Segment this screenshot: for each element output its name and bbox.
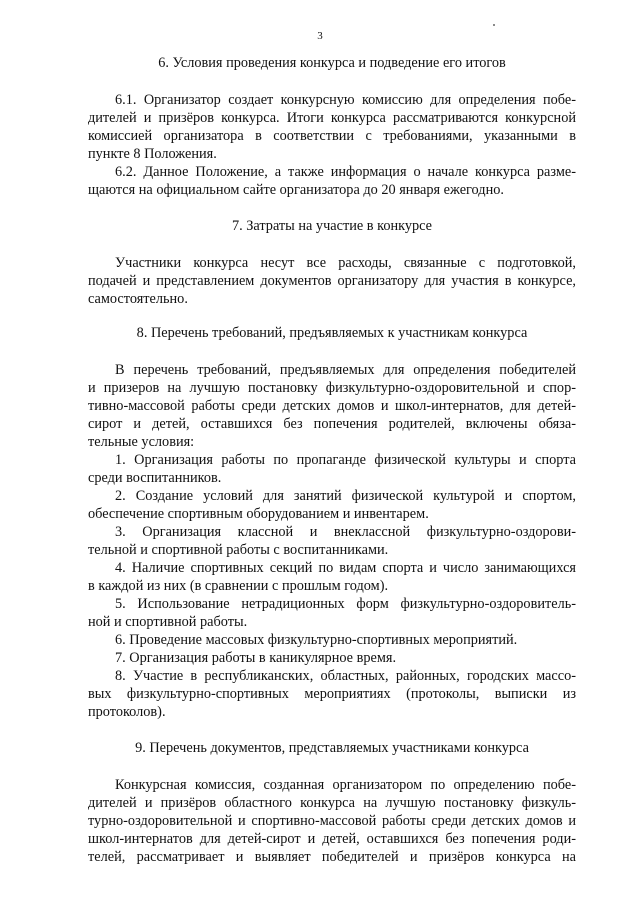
requirement-item: в каждой из них (в сравнении с прошлым годом). xyxy=(88,578,389,594)
page-number: 3 xyxy=(317,30,323,42)
section-9-heading: 9. Перечень документов, представляемых участниками конкурса xyxy=(135,740,529,756)
section-6-line: пункте 8 Положения. xyxy=(88,146,217,162)
section-6-line: 6.2. Данное Положение, а также информация о начале конкурса разме- xyxy=(115,164,576,180)
requirement-item: 1. Организация работы по пропаганде физической культуры и спорта xyxy=(115,452,576,468)
section-8-line: тивно-массовой работы среди детских домов и школ-интернатов, для детей- xyxy=(88,398,576,414)
section-6-line: комиссией организатора в соответствии с требованиями, указанными в xyxy=(88,128,576,144)
section-9-line: дителей и призёров областного конкурса на лучшую постановку физкуль- xyxy=(88,795,576,811)
section-9-line: турно-оздоровительной и спортивно-массовой работы среди детских домов и xyxy=(88,813,576,829)
section-7-heading: 7. Затраты на участие в конкурсе xyxy=(231,218,433,234)
section-7-line: Участники конкурса несут все расходы, связанные с подготовкой, xyxy=(115,255,576,271)
section-9-line: Конкурсная комиссия, созданная организатором по определению побе- xyxy=(115,777,576,793)
requirement-item: 2. Создание условий для занятий физической культурой и спортом, xyxy=(115,488,576,504)
requirement-item: 4. Наличие спортивных секций по видам спорта и число занимающихся xyxy=(115,560,576,576)
requirement-item: вых физкультурно-спортивных мероприятиях (протоколы, выписки из xyxy=(88,686,576,702)
section-8-line: и призеров на лучшую постановку физкультурно-оздоровительной и спор- xyxy=(88,380,576,396)
requirement-item: 6. Проведение массовых физкультурно-спортивных мероприятий. xyxy=(115,632,518,648)
section-8-heading: 8. Перечень требований, предъявляемых к участникам конкурса xyxy=(136,325,528,341)
section-8-line: сирот и детей, оставшихся без попечения родителей, включены обяза- xyxy=(88,416,576,432)
requirement-item: тельной и спортивной работы с воспитанниками. xyxy=(88,542,389,558)
requirement-item: среди воспитанников. xyxy=(88,470,222,486)
section-6-line: дителей и призёров конкурса. Итоги конкурса рассматриваются конкурсной xyxy=(88,110,576,126)
section-8-line: В перечень требований, предъявляемых для определения победителей xyxy=(115,362,576,378)
requirement-item: 8. Участие в республиканских, областных, районных, городских массо- xyxy=(115,668,576,684)
requirement-item: ной и спортивной работы. xyxy=(88,614,248,630)
section-7-line: подачей и представлением документов организатору для участия в конкурсе, xyxy=(88,273,576,289)
requirement-item: 7. Организация работы в каникулярное время. xyxy=(115,650,397,666)
section-7-line: самостоятельно. xyxy=(88,291,188,307)
requirement-item: протоколов). xyxy=(88,704,166,720)
requirement-item: 3. Организация классной и внеклассной физкультурно-оздорови- xyxy=(115,524,576,540)
section-6-heading: 6. Условия проведения конкурса и подведение его итогов xyxy=(158,55,506,71)
section-9-line: школ-интернатов для детей-сирот и детей, оставшихся без попечения роди- xyxy=(88,831,576,847)
section-8-line: тельные условия: xyxy=(88,434,195,450)
section-6-line: щаются на официальном сайте организатора до 20 января ежегодно. xyxy=(88,182,504,198)
section-6-line: 6.1. Организатор создает конкурсную комиссию для определения побе- xyxy=(115,92,576,108)
section-9-line: телей, рассматривает и выявляет победителей и призёров конкурса на xyxy=(88,849,576,865)
scan-speck xyxy=(493,24,495,26)
requirement-item: обеспечение спортивным оборудованием и инвентарем. xyxy=(88,506,429,522)
requirement-item: 5. Использование нетрадиционных форм физкультурно-оздоровитель- xyxy=(115,596,576,612)
